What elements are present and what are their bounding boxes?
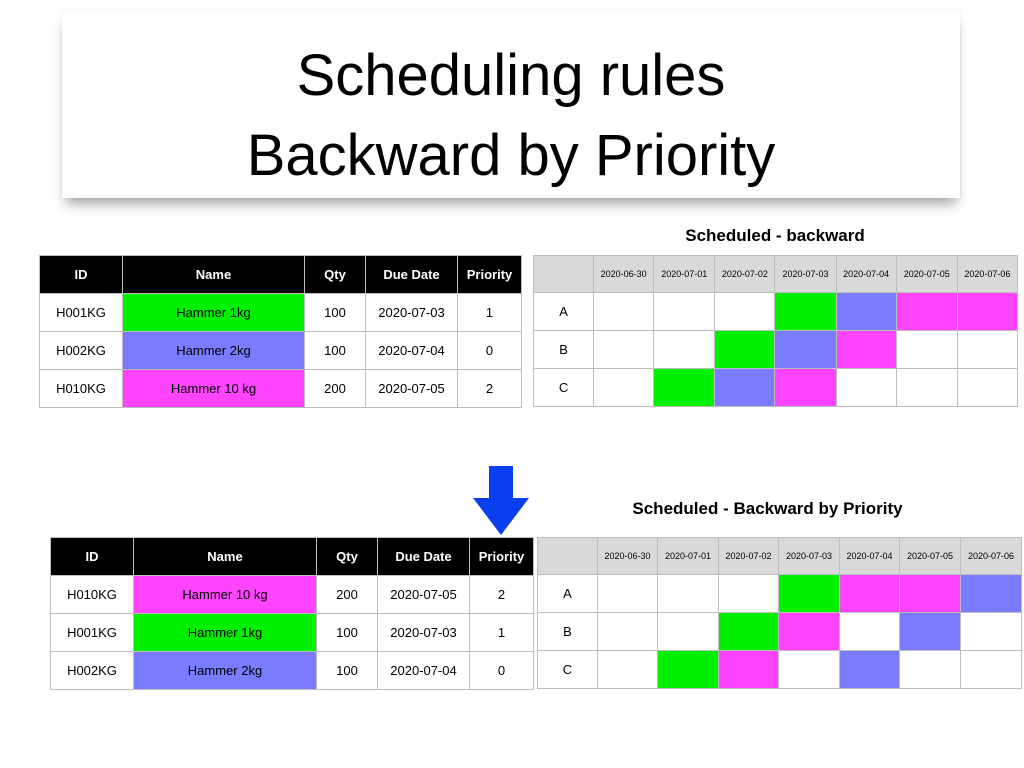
- date-header: 2020-06-30: [594, 256, 654, 293]
- schedule-grid-bottom: [537, 537, 1022, 689]
- schedule-header-row: [534, 256, 1018, 293]
- resource-row: [534, 369, 1018, 407]
- resource-label: A: [538, 575, 598, 613]
- scheduled-slot: [836, 331, 896, 369]
- empty-slot: [957, 331, 1017, 369]
- cell-due-date: 2020-07-03: [366, 294, 458, 332]
- cell-priority: 0: [470, 652, 534, 690]
- resource-label: B: [534, 331, 594, 369]
- empty-slot: [957, 369, 1017, 407]
- cell-priority: 2: [470, 576, 534, 614]
- date-header: 2020-07-01: [658, 538, 719, 575]
- empty-slot: [896, 331, 957, 369]
- scheduled-slot: [654, 369, 715, 407]
- cell-qty: 100: [317, 652, 378, 690]
- cell-qty: 100: [305, 332, 366, 370]
- table-row: [51, 576, 534, 614]
- date-header: 2020-06-30: [598, 538, 658, 575]
- empty-slot: [594, 369, 654, 407]
- scheduled-slot: [840, 575, 900, 613]
- date-header: 2020-07-04: [836, 256, 896, 293]
- empty-slot: [658, 613, 719, 651]
- cell-name: Hammer 1kg: [134, 614, 317, 652]
- schedule-caption-bottom: Scheduled - Backward by Priority: [632, 499, 903, 518]
- cell-priority: 0: [458, 332, 522, 370]
- schedule-caption-top: Scheduled - backward: [685, 226, 865, 245]
- title-card: [62, 10, 960, 198]
- date-header: 2020-07-06: [957, 256, 1017, 293]
- empty-slot: [961, 613, 1022, 651]
- empty-slot: [598, 613, 658, 651]
- empty-slot: [900, 651, 961, 689]
- empty-slot: [715, 293, 775, 331]
- date-header: 2020-07-02: [719, 538, 779, 575]
- schedule-grid-top: [533, 255, 1018, 407]
- cell-priority: 2: [458, 370, 522, 408]
- schedule-header-row: [538, 538, 1022, 575]
- orders-table-bottom: [50, 537, 534, 690]
- cell-due-date: 2020-07-05: [378, 576, 470, 614]
- date-header: 2020-07-05: [896, 256, 957, 293]
- scheduled-slot: [775, 331, 836, 369]
- cell-id: H010KG: [51, 576, 134, 614]
- empty-slot: [658, 575, 719, 613]
- cell-qty: 100: [317, 614, 378, 652]
- date-header: 2020-07-02: [715, 256, 775, 293]
- empty-slot: [654, 331, 715, 369]
- cell-due-date: 2020-07-04: [378, 652, 470, 690]
- cell-name: Hammer 10 kg: [123, 370, 305, 408]
- resource-row: [538, 613, 1022, 651]
- table-row: [51, 614, 534, 652]
- col-header-priority: Priority: [458, 256, 522, 294]
- resource-label: A: [534, 293, 594, 331]
- cell-name: Hammer 2kg: [134, 652, 317, 690]
- date-header: 2020-07-06: [961, 538, 1022, 575]
- empty-slot: [654, 293, 715, 331]
- table-row: [40, 370, 522, 408]
- table-row: [40, 332, 522, 370]
- col-header-qty: Qty: [305, 256, 366, 294]
- cell-due-date: 2020-07-03: [378, 614, 470, 652]
- cell-priority: 1: [458, 294, 522, 332]
- empty-slot: [779, 651, 840, 689]
- col-header-id: ID: [40, 256, 123, 294]
- cell-name: Hammer 10 kg: [134, 576, 317, 614]
- orders-header-row: [40, 256, 522, 294]
- scheduled-slot: [719, 651, 779, 689]
- scheduled-slot: [961, 575, 1022, 613]
- date-header: 2020-07-05: [900, 538, 961, 575]
- title-line-2: Backward by Priority: [246, 123, 776, 188]
- col-header-priority: Priority: [470, 538, 534, 576]
- table-row: [40, 294, 522, 332]
- orders-header-row: [51, 538, 534, 576]
- resource-label: C: [534, 369, 594, 407]
- col-header-name: Name: [123, 256, 305, 294]
- resource-row: [534, 293, 1018, 331]
- cell-id: H001KG: [40, 294, 123, 332]
- col-header-due-date: Due Date: [366, 256, 458, 294]
- col-header-due-date: Due Date: [378, 538, 470, 576]
- empty-slot: [840, 613, 900, 651]
- date-header: 2020-07-01: [654, 256, 715, 293]
- cell-qty: 200: [305, 370, 366, 408]
- cell-qty: 200: [317, 576, 378, 614]
- empty-slot: [896, 369, 957, 407]
- col-header-qty: Qty: [317, 538, 378, 576]
- col-header-name: Name: [134, 538, 317, 576]
- resource-row: [534, 331, 1018, 369]
- scheduled-slot: [779, 575, 840, 613]
- resource-row: [538, 575, 1022, 613]
- empty-slot: [836, 369, 896, 407]
- cell-name: Hammer 1kg: [123, 294, 305, 332]
- scheduled-slot: [900, 575, 961, 613]
- scheduled-slot: [775, 369, 836, 407]
- cell-name: Hammer 2kg: [123, 332, 305, 370]
- scheduled-slot: [900, 613, 961, 651]
- scheduled-slot: [957, 293, 1017, 331]
- empty-slot: [594, 293, 654, 331]
- resource-label: B: [538, 613, 598, 651]
- empty-slot: [961, 651, 1022, 689]
- date-header: 2020-07-03: [779, 538, 840, 575]
- empty-slot: [719, 575, 779, 613]
- resource-row: [538, 651, 1022, 689]
- cell-id: H001KG: [51, 614, 134, 652]
- cell-id: H010KG: [40, 370, 123, 408]
- cell-qty: 100: [305, 294, 366, 332]
- cell-id: H002KG: [51, 652, 134, 690]
- cell-due-date: 2020-07-04: [366, 332, 458, 370]
- cell-due-date: 2020-07-05: [366, 370, 458, 408]
- cell-id: H002KG: [40, 332, 123, 370]
- empty-slot: [598, 651, 658, 689]
- orders-table-top: [39, 255, 522, 408]
- cell-priority: 1: [470, 614, 534, 652]
- scheduled-slot: [779, 613, 840, 651]
- scheduled-slot: [775, 293, 836, 331]
- col-header-id: ID: [51, 538, 134, 576]
- scheduled-slot: [715, 369, 775, 407]
- corner-cell: [538, 538, 598, 575]
- down-arrow-icon: [472, 466, 530, 536]
- scheduled-slot: [840, 651, 900, 689]
- empty-slot: [594, 331, 654, 369]
- scheduled-slot: [658, 651, 719, 689]
- resource-label: C: [538, 651, 598, 689]
- scheduled-slot: [719, 613, 779, 651]
- date-header: 2020-07-04: [840, 538, 900, 575]
- scheduled-slot: [715, 331, 775, 369]
- table-row: [51, 652, 534, 690]
- title-line-1: Scheduling rules: [296, 43, 726, 108]
- corner-cell: [534, 256, 594, 293]
- empty-slot: [598, 575, 658, 613]
- scheduled-slot: [836, 293, 896, 331]
- date-header: 2020-07-03: [775, 256, 836, 293]
- scheduled-slot: [896, 293, 957, 331]
